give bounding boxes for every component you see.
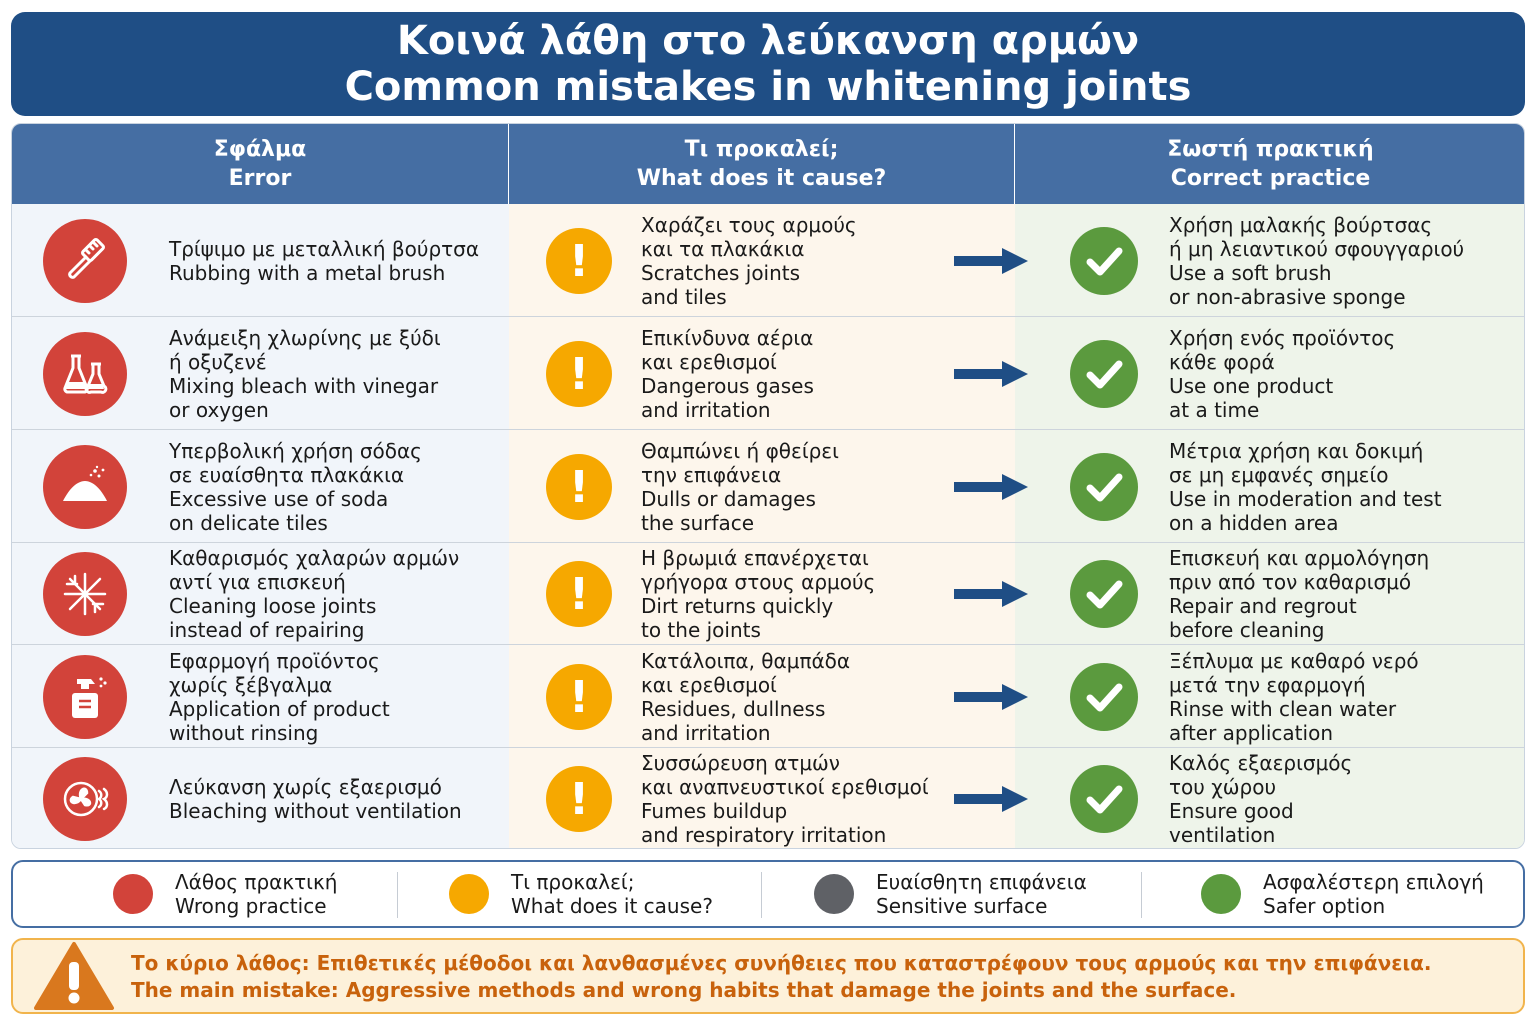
correct-practice-text-line: ventilation bbox=[1169, 823, 1276, 847]
checkmark-icon bbox=[1070, 340, 1138, 408]
legend-dot-sensitive bbox=[814, 874, 854, 914]
cause-text-line: και τα πλακάκια bbox=[641, 236, 805, 261]
main-mistake-english: The main mistake: Aggressive methods and wrong habits that damage the joints and the surface. bbox=[131, 978, 1237, 1002]
cause-text bbox=[641, 430, 941, 543]
cause-text bbox=[641, 204, 941, 317]
error-text-line: Cleaning loose joints bbox=[169, 594, 377, 618]
error-text bbox=[169, 204, 499, 317]
error-text-line: or oxygen bbox=[169, 397, 269, 422]
exclamation-icon: ! bbox=[546, 664, 612, 730]
correct-practice-text-line: Χρήση ενός προϊόντος bbox=[1169, 325, 1396, 350]
cause-text-line: την επιφάνεια bbox=[641, 462, 782, 487]
cause-text bbox=[641, 317, 941, 430]
cause-text-line: Scratches joints bbox=[641, 260, 801, 285]
arrow-right-icon bbox=[952, 579, 1030, 609]
correct-practice-text bbox=[1169, 645, 1509, 748]
correct-practice-text bbox=[1169, 543, 1509, 645]
correct-practice-text-line: του χώρου bbox=[1169, 775, 1277, 799]
spray-bottle-icon bbox=[43, 655, 127, 739]
cause-text bbox=[641, 748, 941, 849]
legend-cause-greek: Τι προκαλεί; bbox=[511, 870, 635, 894]
table-row bbox=[12, 748, 1525, 849]
error-text bbox=[169, 317, 499, 430]
exclamation-icon: ! bbox=[546, 228, 612, 294]
cause-text-line: Dulls or damages bbox=[641, 486, 816, 511]
correct-practice-text-line: at a time bbox=[1169, 397, 1260, 422]
error-text-line: Application of product bbox=[169, 696, 390, 721]
legend-wrong-english: Wrong practice bbox=[175, 894, 327, 918]
legend-item-cause bbox=[449, 862, 713, 926]
cause-text-line: και αναπνευστικοί ερεθισμοί bbox=[641, 775, 929, 799]
error-text-line: σε ευαίσθητα πλακάκια bbox=[169, 462, 405, 487]
correct-practice-text-line: Rinse with clean water bbox=[1169, 696, 1397, 721]
cause-text-line: γρήγορα στους αρμούς bbox=[641, 570, 876, 594]
table-row bbox=[12, 543, 1525, 645]
correct-practice-text-line: ή μη λειαντικού σφουγγαριού bbox=[1169, 236, 1465, 261]
cause-text bbox=[641, 645, 941, 748]
cause-text-line: Dirt returns quickly bbox=[641, 594, 834, 618]
correct-practice-text-line: on a hidden area bbox=[1169, 510, 1339, 535]
correct-practice-text-line: Μέτρια χρήση και δοκιμή bbox=[1169, 438, 1424, 463]
column-header-cause-greek: Τι προκαλεί; bbox=[684, 137, 839, 162]
legend-wrong-greek: Λάθος πρακτική bbox=[175, 870, 338, 894]
cause-text-line: and irritation bbox=[641, 720, 771, 745]
exclamation-icon: ! bbox=[546, 454, 612, 520]
arrow-right-icon bbox=[952, 784, 1030, 814]
error-text-line: Καθαρισμός χαλαρών αρμών bbox=[169, 546, 460, 570]
correct-practice-text-line: μετά την εφαρμογή bbox=[1169, 672, 1366, 697]
legend bbox=[11, 860, 1525, 928]
error-text-line: Ανάμειξη χλωρίνης με ξύδι bbox=[169, 325, 441, 350]
chemical-flasks-icon bbox=[43, 332, 127, 416]
table-row bbox=[12, 645, 1525, 748]
correct-practice-text-line: Χρήση μαλακής βούρτσας bbox=[1169, 212, 1433, 237]
cause-text-line: Χαράζει τους αρμούς bbox=[641, 212, 857, 237]
error-text-line: αντί για επισκευή bbox=[169, 570, 346, 594]
correct-practice-text-line: Ξέπλυμα με καθαρό νερό bbox=[1169, 648, 1419, 673]
error-text-line: Rubbing with a metal brush bbox=[169, 260, 446, 285]
error-text-line: ή οξυζενέ bbox=[169, 349, 267, 374]
legend-sensitive-greek: Ευαίσθητη επιφάνεια bbox=[876, 870, 1087, 894]
legend-item-safe bbox=[1201, 862, 1484, 926]
correct-practice-text-line: Use one product bbox=[1169, 373, 1334, 398]
table-row bbox=[12, 317, 1525, 430]
mistakes-table bbox=[11, 123, 1525, 849]
cause-text-line: to the joints bbox=[641, 618, 761, 642]
error-text-line: instead of repairing bbox=[169, 618, 365, 642]
correct-practice-text-line: Καλός εξαερισμός bbox=[1169, 751, 1353, 775]
cause-text-line: και ερεθισμοί bbox=[641, 672, 777, 697]
table-header bbox=[12, 124, 1525, 204]
column-header-correct-greek: Σωστή πρακτική bbox=[1167, 137, 1374, 162]
checkmark-icon bbox=[1070, 560, 1138, 628]
checkmark-icon bbox=[1070, 765, 1138, 833]
title-english: Common mistakes in whitening joints bbox=[344, 64, 1192, 110]
error-text-line: Excessive use of soda bbox=[169, 486, 389, 511]
legend-divider bbox=[397, 872, 398, 918]
cause-text-line: Dangerous gases bbox=[641, 373, 814, 398]
exclamation-icon: ! bbox=[546, 766, 612, 832]
title-greek: Κοινά λάθη στο λεύκανση αρμών bbox=[396, 18, 1140, 64]
cause-text-line: Η βρωμιά επανέρχεται bbox=[641, 546, 869, 570]
cracked-joint-icon bbox=[43, 552, 127, 636]
cause-text-line: and respiratory irritation bbox=[641, 823, 887, 847]
cause-text-line: Συσσώρευση ατμών bbox=[641, 751, 840, 775]
cause-text-line: and tiles bbox=[641, 284, 727, 309]
error-text-line: Λεύκανση χωρίς εξαερισμό bbox=[169, 775, 442, 799]
legend-safe-english: Safer option bbox=[1263, 894, 1386, 918]
correct-practice-text-line: Use a soft brush bbox=[1169, 260, 1332, 285]
legend-sensitive-english: Sensitive surface bbox=[876, 894, 1048, 918]
checkmark-icon bbox=[1070, 227, 1138, 295]
exclamation-icon: ! bbox=[546, 561, 612, 627]
error-text bbox=[169, 645, 499, 748]
legend-item-wrong bbox=[113, 862, 337, 926]
correct-practice-text-line: σε μη εμφανές σημείο bbox=[1169, 462, 1389, 487]
cause-text-line: Residues, dullness bbox=[641, 696, 826, 721]
correct-practice-text-line: Ensure good bbox=[1169, 799, 1294, 823]
legend-cause-english: What does it cause? bbox=[511, 894, 713, 918]
column-header-cause bbox=[509, 124, 1015, 204]
checkmark-icon bbox=[1070, 453, 1138, 521]
arrow-right-icon bbox=[952, 359, 1030, 389]
cause-text-line: Κατάλοιπα, θαμπάδα bbox=[641, 648, 851, 673]
error-text-line: Mixing bleach with vinegar bbox=[169, 373, 439, 398]
correct-practice-text bbox=[1169, 748, 1509, 849]
correct-practice-text-line: after application bbox=[1169, 720, 1333, 745]
error-text bbox=[169, 430, 499, 543]
legend-divider bbox=[761, 872, 762, 918]
legend-dot-safe bbox=[1201, 874, 1241, 914]
arrow-right-icon bbox=[952, 682, 1030, 712]
table-row bbox=[12, 204, 1525, 317]
cause-text-line: και ερεθισμοί bbox=[641, 349, 777, 374]
correct-practice-text-line: Repair and regrout bbox=[1169, 594, 1357, 618]
column-header-cause-english: What does it cause? bbox=[636, 166, 887, 191]
cause-text-line: and irritation bbox=[641, 397, 771, 422]
main-mistake-greek: Το κύριο λάθος: Επιθετικές μέθοδοι και λανθασμένες συνήθειες που καταστρέφουν τους αρμούς και την επιφάνεια. bbox=[131, 951, 1432, 975]
correct-practice-text bbox=[1169, 430, 1509, 543]
cause-text-line: the surface bbox=[641, 510, 755, 535]
legend-item-sensitive bbox=[814, 862, 1087, 926]
column-header-correct-english: Correct practice bbox=[1170, 166, 1371, 191]
correct-practice-text bbox=[1169, 204, 1509, 317]
error-text bbox=[169, 543, 499, 645]
arrow-right-icon bbox=[952, 246, 1030, 276]
correct-practice-text-line: before cleaning bbox=[1169, 618, 1325, 642]
error-text-line: Bleaching without ventilation bbox=[169, 799, 462, 823]
correct-practice-text-line: Επισκευή και αρμολόγηση bbox=[1169, 546, 1430, 570]
cause-text bbox=[641, 543, 941, 645]
exclamation-icon: ! bbox=[546, 341, 612, 407]
correct-practice-text-line: Use in moderation and test bbox=[1169, 486, 1442, 511]
legend-divider bbox=[1141, 872, 1142, 918]
correct-practice-text-line: πριν από τον καθαρισμό bbox=[1169, 570, 1412, 594]
ventilation-fan-icon bbox=[43, 757, 127, 841]
correct-practice-text bbox=[1169, 317, 1509, 430]
cause-text-line: Fumes buildup bbox=[641, 799, 788, 823]
main-mistake-banner bbox=[11, 938, 1525, 1014]
arrow-right-icon bbox=[952, 472, 1030, 502]
cause-text-line: Θαμπώνει ή φθείρει bbox=[641, 438, 839, 463]
error-text-line: on delicate tiles bbox=[169, 510, 328, 535]
legend-dot-cause bbox=[449, 874, 489, 914]
error-text-line: without rinsing bbox=[169, 720, 319, 745]
table-row bbox=[12, 430, 1525, 543]
correct-practice-text-line: or non-abrasive sponge bbox=[1169, 284, 1406, 309]
error-text-line: Τρίψιμο με μεταλλική βούρτσα bbox=[169, 236, 480, 261]
legend-dot-wrong bbox=[113, 874, 153, 914]
metal-brush-icon bbox=[43, 219, 127, 303]
error-text bbox=[169, 748, 499, 849]
column-header-error-english: Error bbox=[228, 166, 292, 191]
soda-powder-icon bbox=[43, 445, 127, 529]
title-banner bbox=[11, 12, 1525, 116]
column-header-error bbox=[12, 124, 509, 204]
legend-safe-greek: Ασφαλέστερη επιλογή bbox=[1263, 870, 1484, 894]
warning-triangle-icon bbox=[33, 940, 115, 1012]
error-text-line: χωρίς ξέβγαλμα bbox=[169, 672, 333, 697]
error-text-line: Εφαρμογή προϊόντος bbox=[169, 648, 380, 673]
column-header-error-greek: Σφάλμα bbox=[213, 137, 307, 162]
column-header-correct bbox=[1015, 124, 1525, 204]
checkmark-icon bbox=[1070, 663, 1138, 731]
error-text-line: Υπερβολική χρήση σόδας bbox=[169, 438, 422, 463]
cause-text-line: Επικίνδυνα αέρια bbox=[641, 325, 814, 350]
correct-practice-text-line: κάθε φορά bbox=[1169, 349, 1275, 374]
